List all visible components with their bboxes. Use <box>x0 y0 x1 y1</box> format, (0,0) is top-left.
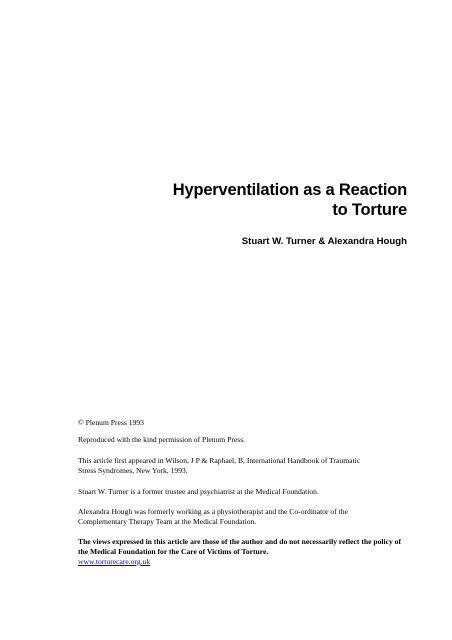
document-title <box>107 180 407 220</box>
copyright-notice: © Plenum Press 1993 <box>78 418 144 427</box>
publication-source: This article first appeared in Wilson, J P & Raphael, B, International Handbook of Traumatic Stress Syndromes, New York, 1993. <box>78 456 361 475</box>
author-bio-hough: Alexandra Hough was formerly working as a physiotherapist and the Co-ordinator of the Complementary Therapy Team at the Medical Foundation. <box>78 507 348 526</box>
title-line-1: Hyperventilation as a Reaction <box>172 181 407 199</box>
disclaimer: The views expressed in this article are those of the author and do not necessarily reflect the policy of the Medical Foundation for the Care of Victims of Torture. <box>78 537 401 556</box>
author-bio-turner: Stuart W. Turner is a former trustee and psychiatrist at the Medical Foundation. <box>78 487 319 496</box>
reproduction-permission: Reproduced with the kind permission of Plenum Press. <box>78 435 246 444</box>
website-link[interactable]: www.torturecare.org.uk <box>78 557 151 566</box>
document-authors: Stuart W. Turner & Alexandra Hough <box>241 236 407 247</box>
title-line-2: to Torture <box>332 201 407 219</box>
